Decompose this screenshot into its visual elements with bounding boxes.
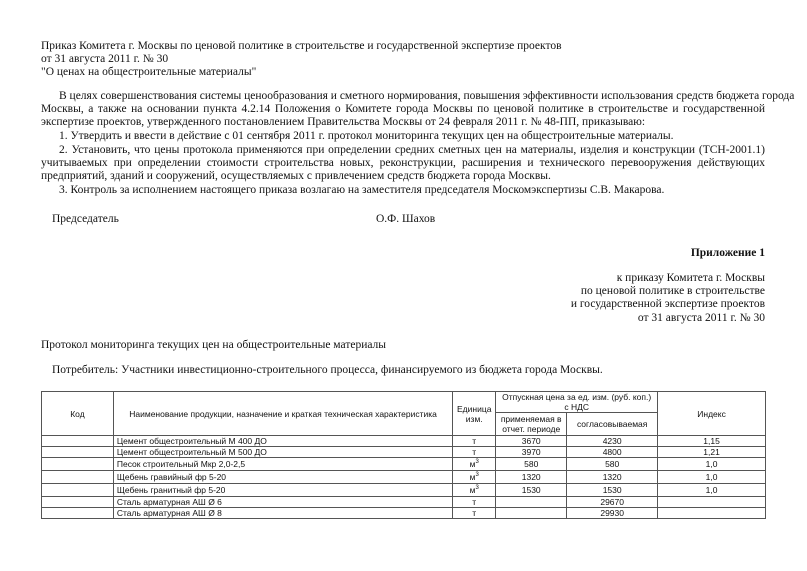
cell-applied-price xyxy=(496,508,567,519)
cell-unit: $м^3$ xyxy=(453,484,496,497)
cell-applied-price: 580 xyxy=(496,458,567,471)
cell-index: 1,21 xyxy=(658,447,766,458)
paragraph-intro-line-1: В целях совершенствования системы ценообразования и сметного нормирования, повышения эффективности использования средств бюджета города xyxy=(59,90,795,102)
cell-agreed-price: 4800 xyxy=(567,447,658,458)
cell-index: 1,15 xyxy=(658,436,766,447)
cell-unit: т xyxy=(453,497,496,508)
cell-name: Песок строительный Мкр 2,0-2,5 xyxy=(113,458,452,471)
signature-name: О.Ф. Шахов xyxy=(376,213,436,225)
appendix-ref-line-4: от 31 августа 2011 г. № 30 xyxy=(637,312,765,324)
cell-unit: $м^3$ xyxy=(453,458,496,471)
cell-code xyxy=(42,436,114,447)
header-code: Код xyxy=(42,392,114,436)
cell-unit: т xyxy=(453,447,496,458)
unit-exponent: 3 xyxy=(475,485,479,492)
cell-applied-price: 1530 xyxy=(496,484,567,497)
appendix-ref-line-3: и государственной экспертизе проектов xyxy=(570,298,765,310)
paragraph-item-2-line-2: учитываемых при определении стоимости строительства новых, реконструкции, расширения и технического перевооружения действующих xyxy=(41,157,765,169)
cell-applied-price: 3970 xyxy=(496,447,567,458)
order-subject: "О ценах на общестроительные материалы" xyxy=(41,66,257,78)
cell-agreed-price: 4230 xyxy=(567,436,658,447)
cell-agreed-price: 1530 xyxy=(567,484,658,497)
cell-index xyxy=(658,508,766,519)
cell-code xyxy=(42,458,114,471)
cell-applied-price xyxy=(496,497,567,508)
paragraph-item-2-line-3: предприятий, зданий и сооружений, осуществляемых с привлечением средств бюджета города Москвы. xyxy=(41,170,551,182)
header-index: Индекс xyxy=(658,392,766,436)
cell-unit: $м^3$ xyxy=(453,471,496,484)
unit-exponent: 3 xyxy=(475,472,479,479)
unit-exponent: 3 xyxy=(475,459,479,466)
cell-index: 1,0 xyxy=(658,484,766,497)
order-date: от 31 августа 2011 г. № 30 xyxy=(41,53,169,65)
paragraph-intro-line-2: Москвы, а также на основании пункта 4.2.14 Положения о Комитете города Москвы по ценовой политике в строительстве и государственной xyxy=(41,103,765,115)
cell-name: Щебень гравийный фр 5-20 xyxy=(113,471,452,484)
table-row xyxy=(42,447,766,458)
table-row xyxy=(42,508,766,519)
table-row xyxy=(42,471,766,484)
cell-name: Сталь арматурная АШ Ø 6 xyxy=(113,497,452,508)
appendix-ref-line-1: к приказу Комитета г. Москвы xyxy=(616,272,765,284)
cell-name: Цемент общестроительный М 400 ДО xyxy=(113,436,452,447)
table-row xyxy=(42,497,766,508)
paragraph-item-1: 1. Утвердить и ввести в действие с 01 сентября 2011 г. протокол мониторинга текущих цен на общестроительные материалы. xyxy=(59,130,674,142)
cell-name: Щебень гранитный фр 5-20 xyxy=(113,484,452,497)
header-applied-price: применяемая в отчет. периоде xyxy=(496,413,567,436)
paragraph-item-2-line-1: 2. Установить, что цены протокола применяются при определении средних сметных цен на материалы, изделия и конструкции (ТСН-2001.1) xyxy=(59,144,765,156)
cell-code xyxy=(42,497,114,508)
cell-agreed-price: 29930 xyxy=(567,508,658,519)
cell-agreed-price: 580 xyxy=(567,458,658,471)
price-table xyxy=(41,391,766,519)
cell-applied-price: 3670 xyxy=(496,436,567,447)
cell-unit: т xyxy=(453,436,496,447)
appendix-ref-line-2: по ценовой политике в строительстве xyxy=(580,285,765,297)
header-price-group: Отпускная цена за ед. изм. (руб. коп.) с НДС xyxy=(496,392,658,413)
cell-code xyxy=(42,471,114,484)
header-name: Наименование продукции, назначение и краткая техническая характеристика xyxy=(113,392,452,436)
appendix-title: Приложение 1 xyxy=(690,247,765,259)
cell-agreed-price: 29670 xyxy=(567,497,658,508)
table-row xyxy=(42,436,766,447)
cell-name: Сталь арматурная АШ Ø 8 xyxy=(113,508,452,519)
protocol-consumer: Потребитель: Участники инвестиционно-строительного процесса, финансируемого из бюджета города Москвы. xyxy=(52,364,603,376)
header-agreed-price: согласовываемая xyxy=(567,413,658,436)
paragraph-item-3: 3. Контроль за исполнением настоящего приказа возлагаю на заместителя председателя Москомэкспертизы С.В. Макарова. xyxy=(59,184,665,196)
header-unit: Единица изм. xyxy=(453,392,496,436)
cell-code xyxy=(42,484,114,497)
cell-index: 1,0 xyxy=(658,458,766,471)
cell-index: 1,0 xyxy=(658,471,766,484)
cell-code xyxy=(42,508,114,519)
table-row xyxy=(42,458,766,471)
cell-applied-price: 1320 xyxy=(496,471,567,484)
cell-index xyxy=(658,497,766,508)
paragraph-intro-line-3: экспертизе проектов, утвержденного постановлением Правительства Москвы от 24 февраля 2011 г. № 48-ПП, приказываю: xyxy=(41,116,646,128)
signature-role: Председатель xyxy=(52,213,119,225)
protocol-title: Протокол мониторинга текущих цен на общестроительные материалы xyxy=(41,339,387,351)
order-title: Приказ Комитета г. Москвы по ценовой политике в строительстве и государственной экспертизе проектов xyxy=(41,40,562,52)
cell-code xyxy=(42,447,114,458)
cell-name: Цемент общестроительный М 500 ДО xyxy=(113,447,452,458)
cell-agreed-price: 1320 xyxy=(567,471,658,484)
table-row xyxy=(42,484,766,497)
cell-unit: т xyxy=(453,508,496,519)
